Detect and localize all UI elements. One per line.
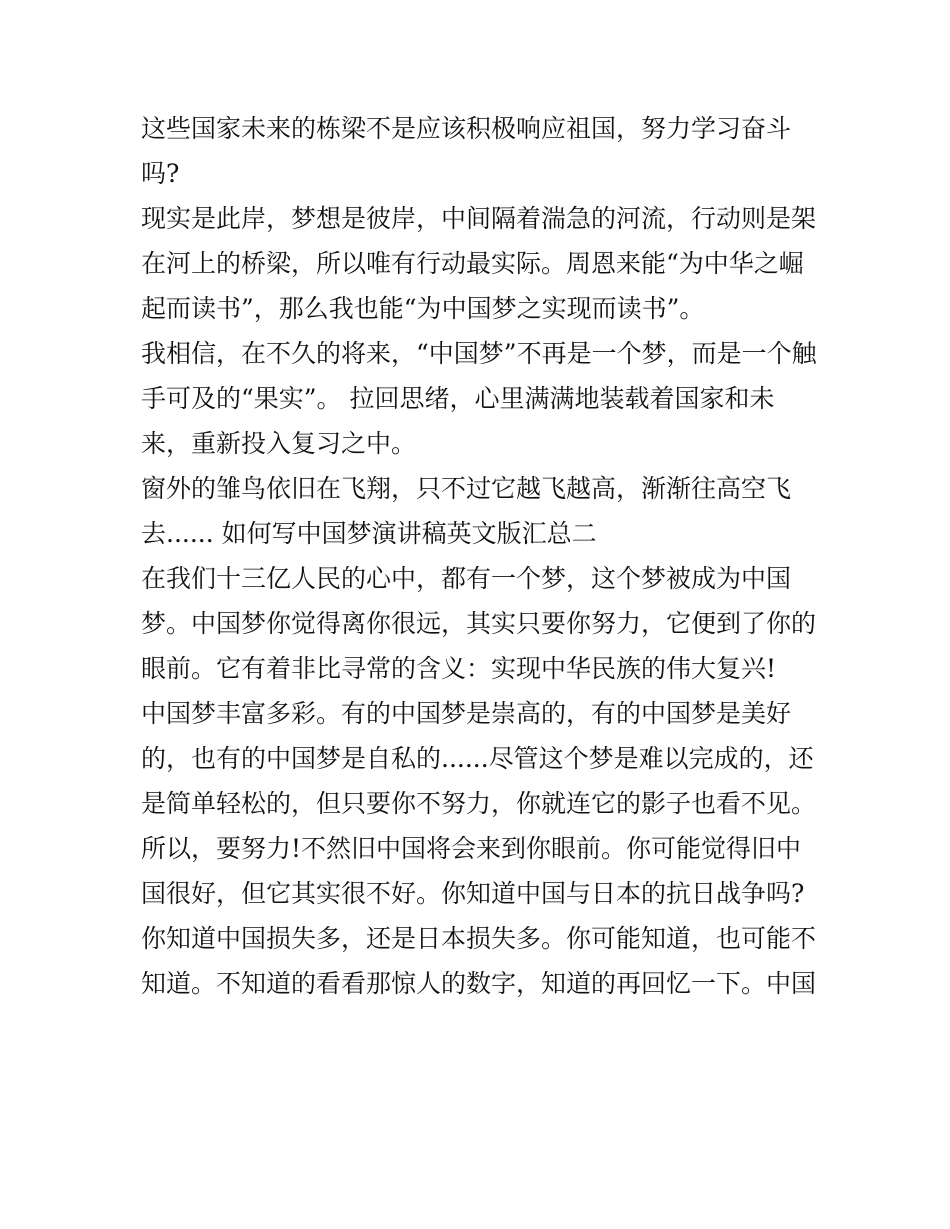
text-line: 你知道中国损失多，还是日本损失多。你可能知道，也可能不	[141, 924, 817, 953]
text-line: 梦。中国梦你觉得离你很远，其实只要你努力，它便到了你的	[141, 609, 817, 638]
text-line: 在我们十三亿人民的心中，都有一个梦，这个梦被成为中国	[141, 564, 792, 593]
text-line: 中国梦丰富多彩。有的中国梦是崇高的，有的中国梦是美好	[141, 699, 792, 728]
body-text	[141, 106, 821, 1006]
text-line: 我相信，在不久的将来，“中国梦”不再是一个梦，而是一个触	[141, 339, 817, 368]
section-heading-line: 去...... 如何写中国梦演讲稿英文版汇总二	[141, 519, 597, 548]
text-line: 窗外的雏鸟依旧在飞翔，只不过它越飞越高，渐渐往高空飞	[141, 474, 792, 503]
text-line: 这些国家未来的栋梁不是应该积极响应祖国，努力学习奋斗	[141, 114, 792, 143]
text-line: 知道。不知道的看看那惊人的数字，知道的再回忆一下。中国	[141, 969, 817, 998]
text-line: 是简单轻松的，但只要你不努力，你就连它的影子也看不见。	[141, 789, 817, 818]
text-line: 现实是此岸，梦想是彼岸，中间隔着湍急的河流，行动则是架	[141, 204, 817, 233]
text-line: 眼前。它有着非比寻常的含义：实现中华民族的伟大复兴!	[141, 654, 777, 683]
text-line: 吗?	[141, 159, 180, 188]
text-line: 来，重新投入复习之中。	[141, 429, 417, 458]
text-line: 所以，要努力!不然旧中国将会来到你眼前。你可能觉得旧中	[141, 834, 802, 863]
text-line: 在河上的桥梁，所以唯有行动最实际。周恩来能“为中华之崛	[141, 249, 804, 278]
text-line: 的，也有的中国梦是自私的......尽管这个梦是难以完成的，还	[141, 744, 814, 773]
text-line: 国很好，但它其实很不好。你知道中国与日本的抗日战争吗?	[141, 879, 805, 908]
text-line: 手可及的“果实”。 拉回思绪，心里满满地装载着国家和未	[141, 384, 775, 413]
text-line: 起而读书”，那么我也能“为中国梦之实现而读书”。	[141, 294, 705, 323]
